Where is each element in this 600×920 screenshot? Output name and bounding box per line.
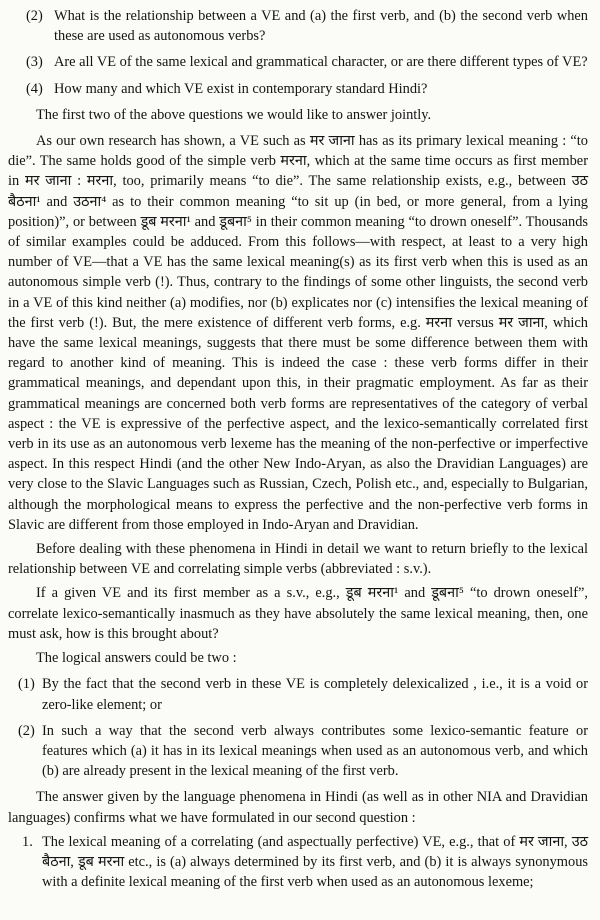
numbered-item-1 <box>22 832 588 893</box>
question-text: Are all VE of the same lexical and grammatical character, or are there different types of VE? <box>54 54 588 71</box>
numbered-item-number: 1. <box>22 833 33 850</box>
question-number: (4) <box>26 80 43 97</box>
option-text: In such a way that the second verb always contributes some lexico-semantic feature or features which (a) it has in its lexical meanings when used as an autonomous verb, and which (b) are already present in the lexical meaning of the first verb. <box>42 722 588 780</box>
paragraph-question: If a given VE and its first member as a s.v., e.g., डूब मरना¹ and डूबना⁵ “to drown oneself”, correlate lexico-semantically inasmuch as they have absolutely the same lexical meaning, then, one must ask, how is this brought about? <box>8 585 588 642</box>
paragraph-lexical-relationship: Before dealing with these phenomena in Hindi in detail we want to return briefly to the lexical relationship between VE and correlating simple verbs (abbreviated : s.v.). <box>8 541 588 578</box>
question-item-3 <box>26 52 588 72</box>
option-item-1 <box>18 674 588 714</box>
question-text: What is the relationship between a VE and (a) the first verb, and (b) the second verb when these are used as autonomous verbs? <box>54 8 588 45</box>
question-number: (3) <box>26 54 43 71</box>
question-item-4 <box>26 79 588 99</box>
option-text: By the fact that the second verb in these VE is completely delexicalized , i.e., it is a void or zero-like element; or <box>42 676 588 713</box>
logical-answers-intro: The logical answers could be two : <box>36 650 237 667</box>
numbered-item-text: The lexical meaning of a correlating (and aspectually perfective) VE, e.g., that of मर जाना, उठ बैठना, डूब मरना etc., is (a) always determined by its first verb, and (b) it is always synonymous with a definite lexical meaning of the first verb when used as an autonomous lexeme; <box>42 833 588 891</box>
option-number: (2) <box>18 722 35 739</box>
option-number: (1) <box>18 676 35 693</box>
intro-sentence: The first two of the above questions we would like to answer jointly. <box>36 106 432 123</box>
question-item-2 <box>26 6 588 46</box>
question-text: How many and which VE exist in contemporary standard Hindi? <box>54 80 428 97</box>
paragraph-answer: The answer given by the language phenomena in Hindi (as well as in other NIA and Dravidian languages) confirms what we have formulated in our second question : <box>8 789 588 826</box>
question-number: (2) <box>26 8 43 24</box>
paragraph-research: As our own research has shown, a VE such as मर जाना has as its primary lexical meaning : “to die”. The same holds good of the simple verb मरना, which at the same time occurs as first member in मर जाना : मरना, too, primarily means “to die”. The same relationship exists, e.g., between उठ बैठना¹ and उठना⁴ as to their common meaning “to sit up (in bed, or more general, from a lying position)”, or between डूब मरना¹ and डूबना⁵ in their common meaning “to drown oneself”. Thousands of similar examples could be adduced. From this follows—with respect, at least to a very high number of VE—that a VE has the same lexical meaning(s) as its first verb when this is used as an autonomous simple verb (!). Thus, contrary to the findings of some other linguists, the second verb in a VE of this kind neither (a) modifies, nor (b) explicates nor (c) intensifies the lexical meaning of the first verb (!). But, the mere existence of different verb forms, e.g. मरना versus मर जाना, which have the same lexical meanings, suggests that there must be some difference between them with regard to another kind of meaning. This is indeed the case : these verb forms differ in their grammatical meanings, and dependant upon this, in their pragmatic employment. As far as their grammatical meanings are concerned both verb forms are representatives of the category of verbal aspect : the VE is expressive of the perfective aspect, and the lexico-semantically correlated first verb in its use as an autonomous verb lexeme has the meaning of the non-perfective or imperfective aspect. In this respect Hindi (and the other New Indo-Aryan, as also the Dravidian Languages) are very close to the Slavic Languages such as Russian, Czech, Polish etc., and, especially to Bulgarian, although the morphological means to express the perfective and the non-perfective verb forms in Slavic are different from those employed in Indo-Aryan and Dravidian. <box>8 133 588 533</box>
option-item-2 <box>18 721 588 782</box>
